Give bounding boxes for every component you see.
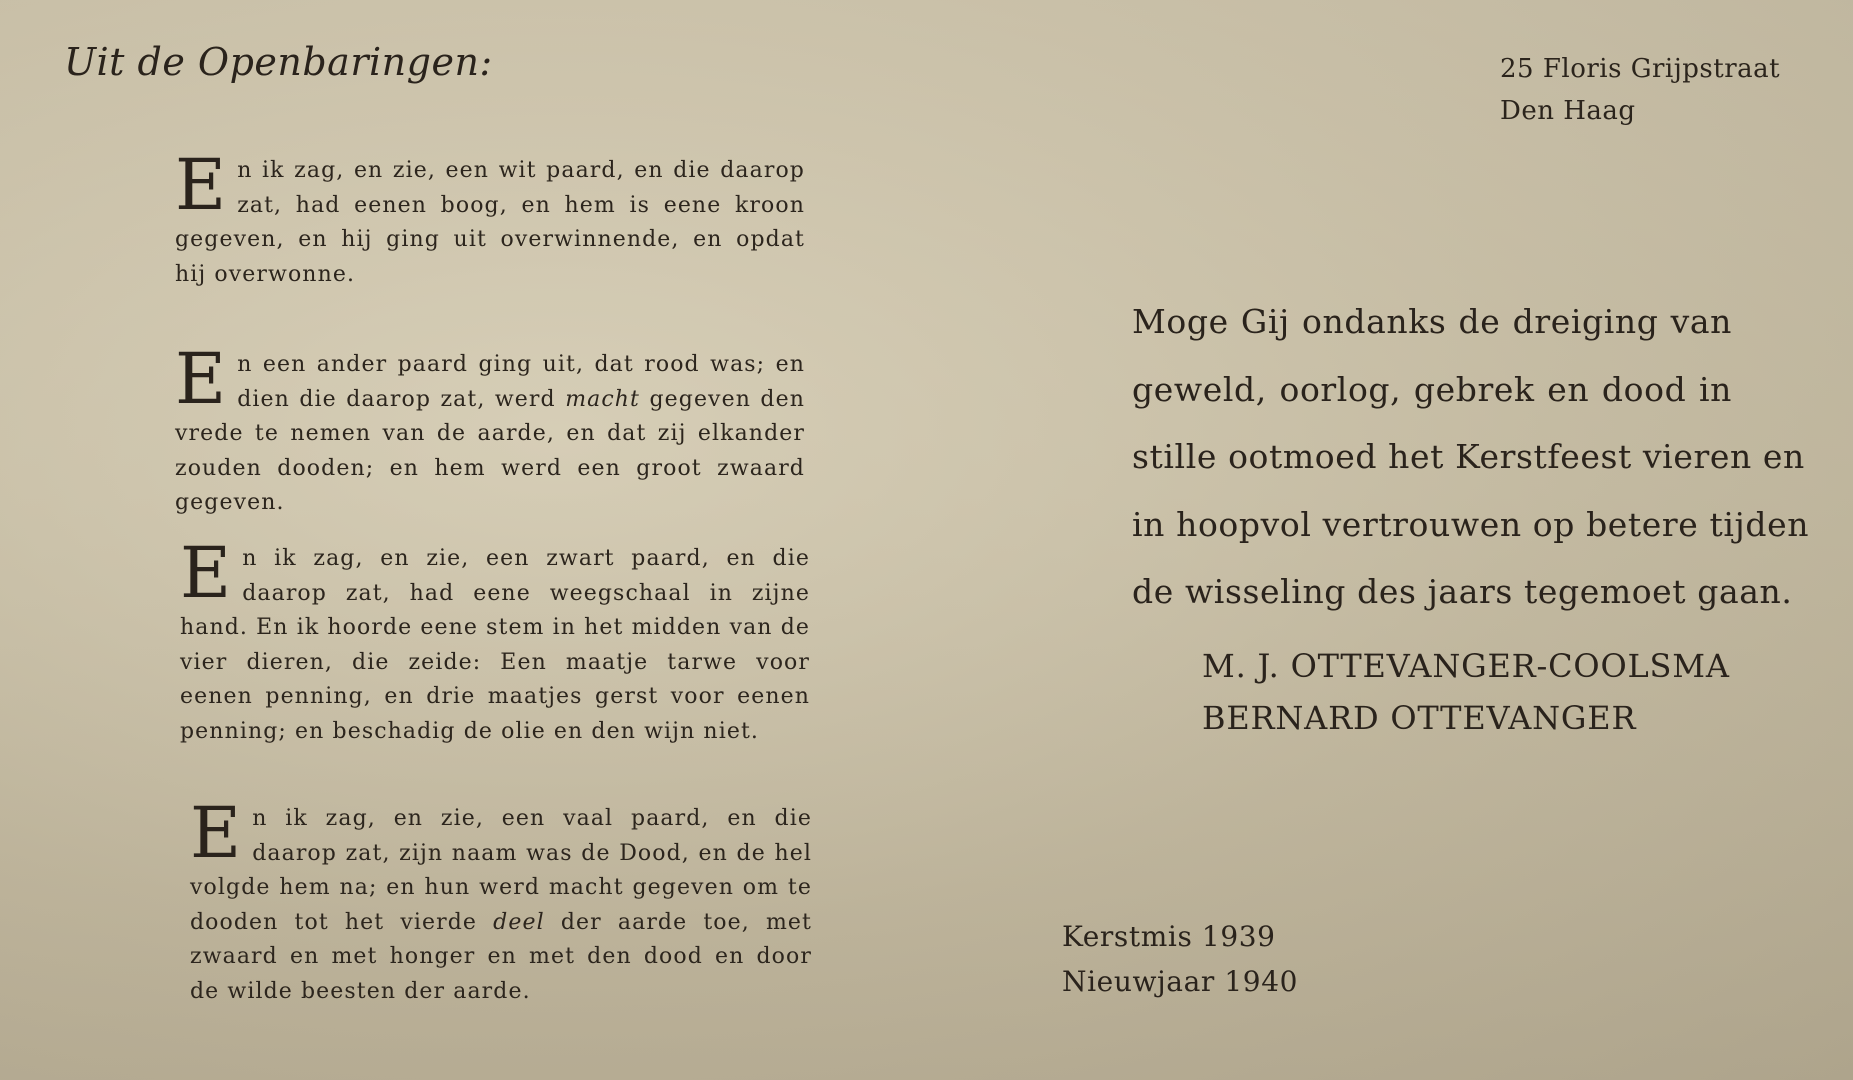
verse-emphasis: deel <box>493 909 545 935</box>
verse-initial: E <box>175 338 228 420</box>
verse-text: n een ander paard ging uit, dat rood was; en dien die daarop zat, werd <box>237 352 805 412</box>
verse-initial: E <box>175 144 228 226</box>
address-city: Den Haag <box>1500 96 1636 126</box>
sender-address <box>1500 48 1780 132</box>
verse-text: n ik zag, en zie, een vaal paard, en die daarop zat, zijn naam was de Dood, en de hel volgde hem na; en hun werd macht gegeven om te dooden tot het vierde <box>190 806 812 935</box>
verse-black-horse <box>180 532 810 749</box>
verse-text: n ik zag, en zie, een wit paard, en die daarop zat, had eenen boog, en hem is eene kroon gegeven, en hij ging uit overwinnende, en opdat hij overwonne. <box>175 158 805 287</box>
greeting-line: Moge Gij ondanks de dreiging van <box>1132 302 1732 341</box>
date-new-year: Nieuwjaar 1940 <box>1062 965 1299 998</box>
greeting-line: geweld, oorlog, gebrek en dood in <box>1132 369 1732 409</box>
greeting-line: stille ootmoed het Kerstfeest vieren en <box>1132 437 1805 476</box>
verse-emphasis: macht <box>565 386 640 412</box>
season-greeting <box>1132 288 1810 626</box>
verse-initial: E <box>190 792 243 874</box>
greeting-line: in hoopvol vertrouwen op betere tijden <box>1132 504 1810 544</box>
signature-name: BERNARD OTTEVANGER <box>1202 699 1637 737</box>
verse-text: der aarde toe, met zwaard en met honger en met den dood en door de wilde beesten der aarde. <box>190 909 812 1004</box>
verse-white-horse <box>175 144 805 292</box>
date-christmas: Kerstmis 1939 <box>1062 920 1276 953</box>
greeting-line: de wisseling des jaars tegemoet gaan. <box>1132 572 1793 611</box>
signature-name: M. J. OTTEVANGER-COOLSMA <box>1202 647 1730 685</box>
verse-red-horse <box>175 338 806 521</box>
card-dates <box>1062 914 1298 1004</box>
verse-text: gegeven den vrede te nemen van de aarde, en dat zij elkander zouden dooden; en hem werd een groot zwaard gegeven. <box>175 386 806 515</box>
verse-initial: E <box>180 532 233 614</box>
card-heading: Uit de Openbaringen: <box>64 40 493 84</box>
verse-text: n ik zag, en zie, een zwart paard, en die daarop zat, had eene weegschaal in zijne hand. En ik hoorde eene stem in het midden van de vier dieren, die zeide: Een maatje tarwe voor eenen penning, en drie maatjes gerst voor eenen penning; en beschadig de olie en den wijn niet. <box>180 546 810 744</box>
verse-pale-horse <box>190 792 812 1009</box>
signatures <box>1202 640 1730 744</box>
address-street: 25 Floris Grijpstraat <box>1500 54 1781 84</box>
